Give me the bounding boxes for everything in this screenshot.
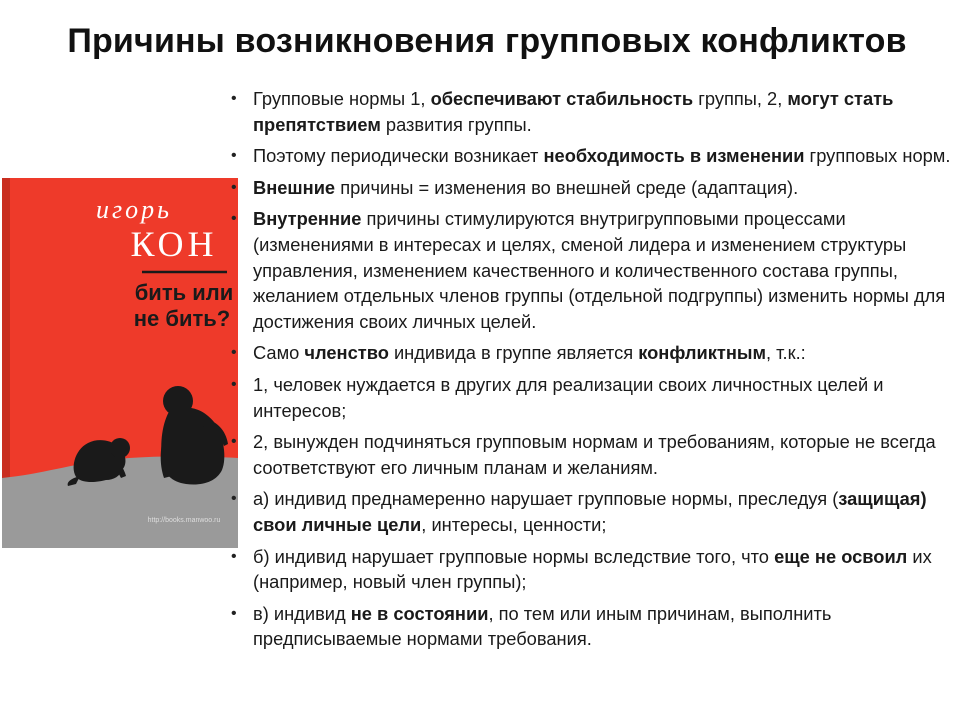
- book-title-line1: бить или: [134, 280, 234, 305]
- bullet-bold-text: защищая) свои личные цели: [253, 488, 927, 535]
- bullet-bold-text: обеспечивают стабильность: [430, 88, 694, 109]
- bullet-text: Групповые нормы 1,: [253, 88, 431, 109]
- bullet-item: [231, 86, 953, 137]
- bullet-text: развития группы.: [380, 113, 532, 135]
- bullet-text: б) индивид нарушает групповые нормы вследствие того, что: [253, 545, 775, 567]
- bullet-text: в) индивид: [253, 602, 351, 624]
- book-title-line2: не бить?: [133, 306, 231, 331]
- bullet-text: Поэтому периодически возникает: [253, 145, 544, 167]
- bullet-dot-icon: •: [231, 210, 237, 228]
- bullet-text: Само: [253, 342, 305, 364]
- bullet-item: [231, 175, 953, 201]
- book-author-first: игорь: [96, 195, 172, 224]
- bullet-list: [231, 86, 953, 658]
- bullet-text: причины стимулируются внутригрупповыми процессами (изменениями в интересах и целях, сменой лидера и изменением структуры управления, изменением качественного и количественного состава группы, желанием отдельных членов группы (отдельной подгруппы) изменить нормы для достижения своих личных целей.: [253, 208, 946, 332]
- bullet-dot-icon: •: [231, 433, 237, 451]
- bullet-text: , интересы, ценности;: [421, 513, 607, 535]
- bullet-bold-text: конфликтным: [638, 342, 766, 364]
- bullet-bold-text: Внутренние: [253, 208, 362, 230]
- bullet-bold-text: необходимость в изменении: [543, 145, 805, 167]
- bullet-text: 1, человек нуждается в других для реализации своих личностных целей и интересов;: [253, 373, 884, 421]
- bullet-item: [231, 429, 953, 480]
- book-url: http://books.manwoo.ru: [147, 517, 221, 524]
- bullet-dot-icon: •: [231, 604, 237, 622]
- slide-title: Причины возникновения групповых конфликтов: [67, 22, 907, 60]
- bullet-text: их (например, новый член группы);: [253, 545, 932, 593]
- bullet-dot-icon: •: [231, 178, 237, 196]
- bullet-dot-icon: •: [231, 547, 237, 565]
- bullet-dot-icon: •: [231, 490, 237, 508]
- bullet-dot-icon: •: [231, 375, 237, 393]
- book-author-last: КОН: [130, 224, 218, 264]
- bullet-text: , по тем или иным причинам, выполнить предписываемые нормами требования.: [253, 602, 832, 650]
- bullet-text: групповых норм.: [804, 145, 951, 167]
- bullet-bold-text: еще не освоил: [774, 545, 908, 567]
- bullet-text: , т.к.:: [766, 342, 806, 364]
- bullet-item: [231, 544, 953, 595]
- bullet-text: причины = изменения во внешней среде (адаптация).: [335, 176, 799, 198]
- bullet-item: [231, 206, 953, 334]
- bullet-item: [231, 143, 953, 169]
- bullet-bold-text: могут стать препятствием: [253, 88, 894, 135]
- bullet-bold-text: Внешние: [253, 176, 336, 198]
- bullet-item: [231, 372, 953, 423]
- bullet-bold-text: членство: [304, 342, 389, 364]
- bullet-item: [231, 601, 953, 652]
- bullet-text: 2, вынужден подчиняться групповым нормам и требованиям, которые не всегда соответствуют его личным планам и желаниям.: [253, 431, 936, 478]
- bullet-item: [231, 486, 953, 537]
- bullet-dot-icon: •: [231, 344, 237, 362]
- bullet-dot-icon: •: [231, 90, 237, 107]
- bullet-text: группы, 2,: [693, 88, 788, 109]
- bullet-text: индивида в группе является: [388, 342, 639, 364]
- book-cover-image: [2, 178, 238, 548]
- bullet-bold-text: не в состоянии: [350, 602, 489, 624]
- bullet-item: [231, 340, 953, 366]
- bullet-text: а) индивид преднамеренно нарушает групповые нормы, преследуя (: [253, 488, 839, 510]
- bullet-dot-icon: •: [231, 147, 237, 165]
